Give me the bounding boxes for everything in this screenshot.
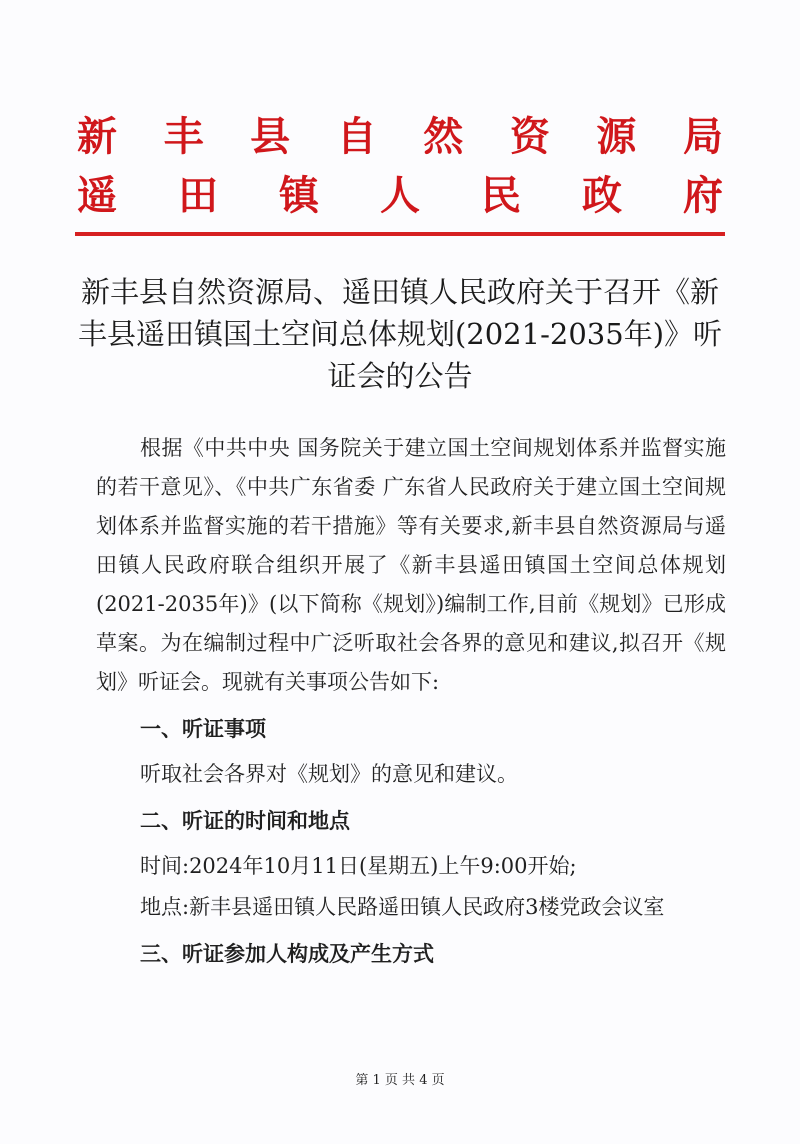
hearing-location-line: 地点:新丰县遥田镇人民路遥田镇人民政府3楼党政会议室 [140, 895, 665, 919]
header-char: 新 [77, 114, 117, 160]
header-char: 政 [582, 173, 622, 219]
section-1-line-1: 听取社会各界对《规划》的意见和建议。 [140, 762, 518, 786]
intro-paragraph: 根据《中共中央 国务院关于建立国土空间规划体系并监督实施的若干意见》、《中共广东省委 广东省人民政府关于建立国土空间规划体系并监督实施的若干措施》等有关要求,新丰县自然资源局与遥田镇人民政府联合组织开展了《新丰县遥田镇国土空间总体规划(2021-2035年)》(以下简称《规划》)编制工作,目前《规划》已形成草案。为在编制过程中广泛听取社会各界的意见和建议,拟召开《规划》听证会。现就有关事项公告如下: [96, 436, 726, 694]
section-heading-3: 三、听证参加人构成及产生方式 [140, 942, 434, 966]
header-char: 县 [250, 114, 291, 160]
header-char: 丰 [163, 114, 204, 160]
issuing-authority-line-2 [75, 170, 725, 222]
header-char: 局 [682, 114, 723, 160]
header-char: 民 [481, 173, 521, 219]
hearing-time-line: 时间:2024年10月11日(星期五)上午9:00开始; [140, 854, 577, 878]
document-title: 新丰县自然资源局、遥田镇人民政府关于召开《新丰县遥田镇国土空间总体规划(2021-2035年)》听证会的公告 [77, 275, 723, 393]
red-divider-rule [75, 232, 725, 236]
section-heading-1: 一、听证事项 [140, 717, 266, 741]
header-char: 遥 [77, 173, 117, 219]
section-heading-2: 二、听证的时间和地点 [140, 809, 350, 833]
document-body [96, 429, 726, 980]
header-char: 镇 [279, 173, 319, 219]
header-char: 人 [380, 173, 420, 219]
header-char: 田 [178, 173, 218, 219]
header-char: 资 [509, 114, 550, 160]
page-number: 第 1 页 共 4 页 [355, 1073, 445, 1088]
header-char: 然 [423, 114, 464, 160]
header-char: 自 [336, 114, 377, 160]
header-char: 府 [683, 173, 723, 219]
header-char: 源 [596, 114, 637, 160]
issuing-authority-line-1 [75, 111, 725, 163]
